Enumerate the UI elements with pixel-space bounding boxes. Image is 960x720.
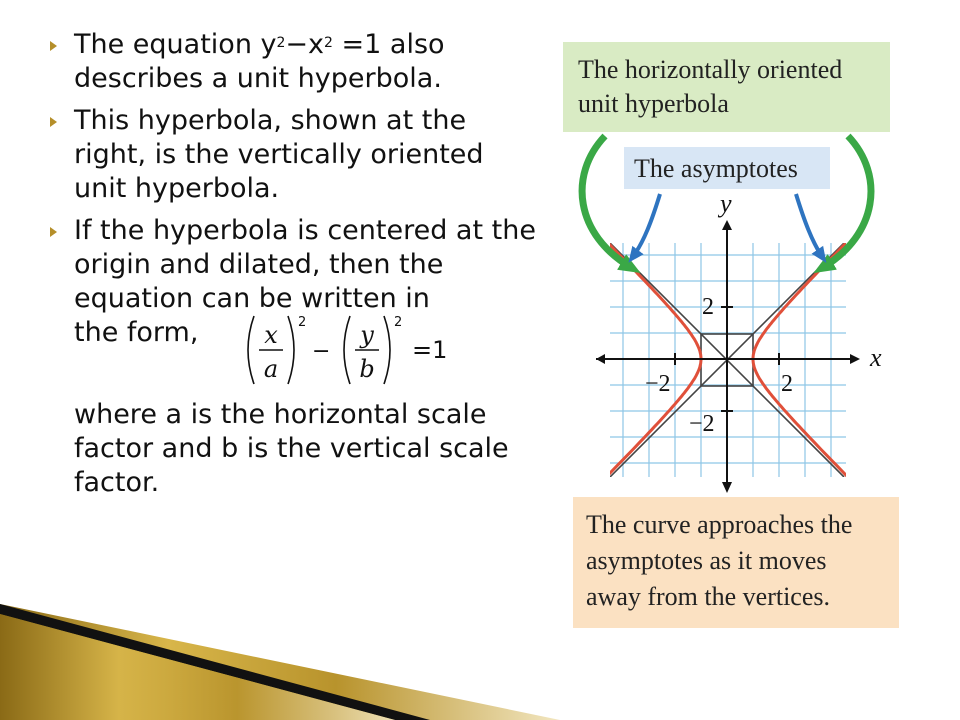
bullet-3-text: If the hyperbola is centered at the origin and dilated, then the equation can be written in bbox=[74, 215, 536, 314]
callout-asymptotes-text: The asymptotes bbox=[634, 154, 798, 183]
bullet-3-form-label: the form, bbox=[74, 317, 199, 348]
axis-label-y: y bbox=[720, 189, 732, 218]
blue-arrow-right-icon bbox=[796, 194, 823, 258]
formula-den-b: b bbox=[359, 355, 375, 383]
tick-label-x-neg: −2 bbox=[645, 371, 671, 397]
formula-num-y: y bbox=[360, 321, 374, 349]
tick-label-x-pos: 2 bbox=[781, 371, 793, 397]
bullet-1-text-b: −x bbox=[285, 29, 325, 60]
formula-den-a: a bbox=[263, 355, 279, 383]
bullet-3-continuation: where a is the horizontal scale factor and b is the vertical scale factor. bbox=[74, 399, 509, 498]
callout-top-line-2: unit hyperbola bbox=[578, 89, 729, 118]
formula-rhs: =1 bbox=[412, 336, 448, 364]
bullet-1-text-c: =1 also describes a unit hyperbola. bbox=[74, 29, 445, 94]
formula-exp-2: 2 bbox=[394, 315, 403, 330]
callout-top-line-1: The horizontally oriented bbox=[578, 55, 843, 84]
formula-exp-1: 2 bbox=[298, 315, 307, 330]
callout-bottom-line-2: asymptotes as it moves bbox=[586, 546, 827, 575]
bullet-2-text: This hyperbola, shown at the right, is the vertically oriented unit hyperbola. bbox=[74, 105, 484, 204]
tick-label-y-pos: 2 bbox=[702, 294, 714, 320]
decorative-wedge bbox=[0, 600, 960, 720]
tick-label-y-neg: −2 bbox=[689, 411, 715, 437]
callout-bottom-line-1: The curve approaches the bbox=[586, 510, 853, 539]
bullet-1-text-a: The equation y bbox=[74, 29, 277, 60]
axis-label-x: x bbox=[870, 343, 882, 372]
callout-bottom-line-3: away from the vertices. bbox=[586, 582, 831, 611]
formula-minus: − bbox=[312, 339, 331, 364]
bullet-1-sup-1: 2 bbox=[276, 35, 286, 51]
formula-num-x: x bbox=[264, 321, 278, 349]
blue-arrow-left-icon bbox=[632, 194, 660, 258]
y-axis-bottom-arrow-icon bbox=[722, 482, 732, 493]
bullet-1-sup-2: 2 bbox=[324, 35, 333, 51]
x-axis-left-arrow-icon bbox=[596, 354, 605, 364]
